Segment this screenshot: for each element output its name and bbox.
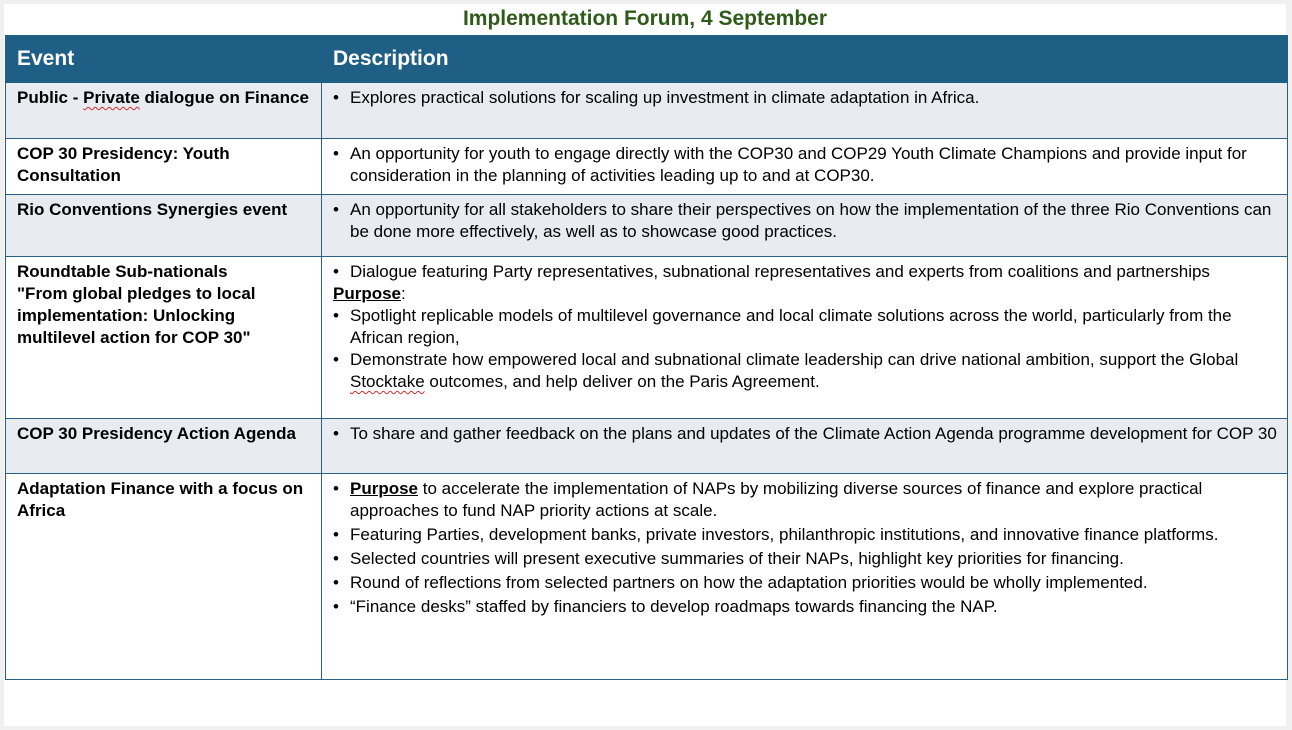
description-cell	[322, 419, 1288, 474]
event-cell	[6, 257, 322, 419]
bullet-item: • Round of reflections from selected partners on how the adaptation priorities would be wholly implemented.	[333, 572, 1279, 594]
description-cell	[322, 83, 1288, 139]
description-cell	[322, 474, 1288, 680]
column-header-description: Description	[322, 36, 1288, 83]
event-text: Public -	[17, 88, 84, 107]
event-text: dialogue on Finance	[139, 88, 309, 107]
table-header-row	[6, 36, 1288, 83]
bullet-item: • Dialogue featuring Party representatives, subnational representatives and experts from coalitions and partnerships	[333, 261, 1279, 283]
description-cell	[322, 257, 1288, 419]
table-row	[6, 257, 1288, 419]
bullet-text: Demonstrate how empowered local and subnational climate leadership can drive national ambition, support the Global	[350, 350, 1239, 369]
purpose-label: Purpose	[350, 479, 419, 498]
page-title: Implementation Forum, 4 September	[462, 7, 828, 30]
table-row	[6, 474, 1288, 680]
table-row	[6, 139, 1288, 195]
bullet-item: • To share and gather feedback on the plans and updates of the Climate Action Agenda programme development for COP 30	[333, 423, 1279, 445]
purpose-heading	[333, 283, 1279, 305]
bullet-item: • Explores practical solutions for scaling up investment in climate adaptation in Africa.	[333, 87, 1279, 109]
column-header-event: Event	[6, 36, 322, 83]
description-cell	[322, 139, 1288, 195]
bullet-item: • Selected countries will present executive summaries of their NAPs, highlight key priorities for financing.	[333, 548, 1279, 570]
bullet-item	[333, 478, 1279, 522]
table-row	[6, 83, 1288, 139]
event-cell: Rio Conventions Synergies event	[6, 195, 322, 257]
bullet-text: outcomes, and help deliver on the Paris Agreement.	[424, 372, 820, 391]
event-cell: Adaptation Finance with a focus on Africa	[6, 474, 322, 680]
description-cell	[322, 195, 1288, 257]
bullet-item: • An opportunity for youth to engage directly with the COP30 and COP29 Youth Climate Champions and provide input for consideration in the planning of activities leading up to and at COP30.	[333, 143, 1279, 187]
purpose-colon: :	[401, 284, 406, 303]
table-row	[6, 195, 1288, 257]
bullet-text-spellcheck: Stocktake	[350, 372, 425, 391]
event-line: "From global pledges to local implementation: Unlocking multilevel action for COP 30"	[17, 284, 256, 347]
bullet-text: to accelerate the implementation of NAPs by mobilizing diverse sources of finance and explore practical approaches to fund NAP priority actions at scale.	[350, 479, 1203, 520]
bullet-item: • An opportunity for all stakeholders to share their perspectives on how the implementation of the three Rio Conventions can be done more effectively, as well as to showcase good practices.	[333, 199, 1279, 243]
event-text-spellcheck: Private	[83, 88, 140, 107]
table-row	[6, 419, 1288, 474]
event-line: Roundtable Sub-nationals	[17, 262, 228, 281]
events-table	[5, 35, 1288, 680]
event-cell: COP 30 Presidency Action Agenda	[6, 419, 322, 474]
bullet-item	[333, 349, 1279, 393]
bullet-item: • Featuring Parties, development banks, private investors, philanthropic institutions, and innovative finance platforms.	[333, 524, 1279, 546]
document-page	[4, 4, 1286, 726]
bullet-item: • “Finance desks” staffed by financiers to develop roadmaps towards financing the NAP.	[333, 596, 1279, 618]
purpose-label: Purpose	[333, 284, 402, 303]
bullet-item: • Spotlight replicable models of multilevel governance and local climate solutions across the world, particularly from the African region,	[333, 305, 1279, 349]
event-cell: COP 30 Presidency: Youth Consultation	[6, 139, 322, 195]
event-cell	[6, 83, 322, 139]
